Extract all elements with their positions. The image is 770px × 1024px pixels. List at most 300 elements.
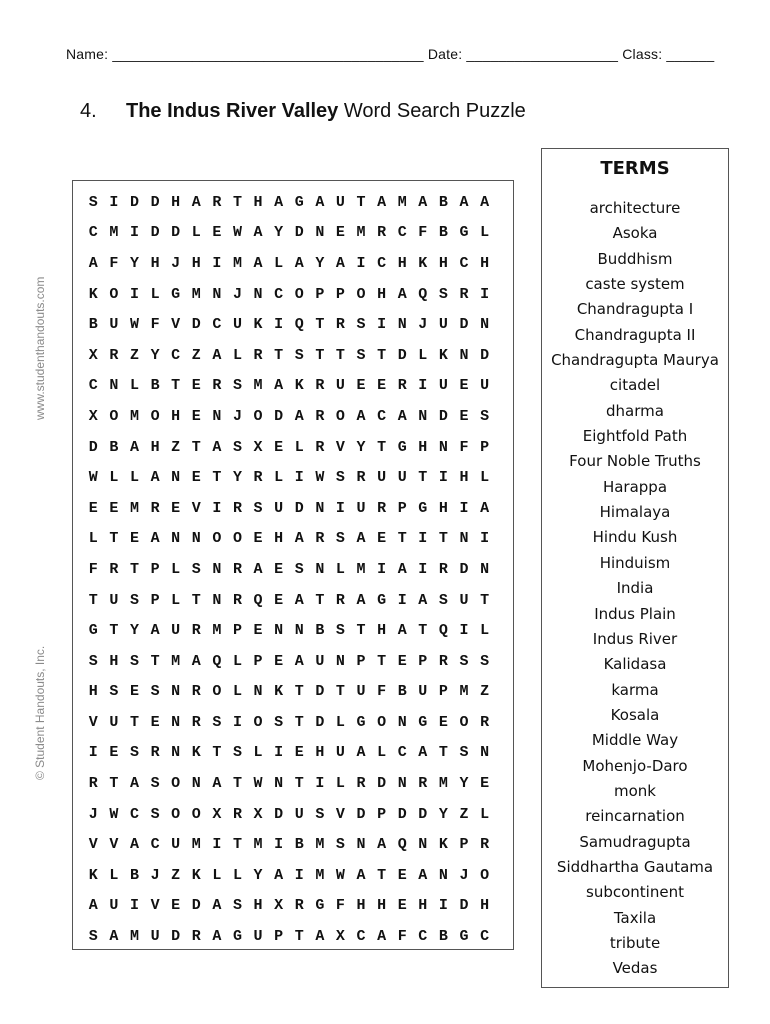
grid-letter[interactable]: I bbox=[480, 530, 490, 548]
grid-letter[interactable]: L bbox=[335, 775, 345, 793]
grid-letter[interactable]: A bbox=[418, 866, 428, 884]
grid-letter[interactable]: Y bbox=[232, 469, 242, 487]
grid-letter[interactable]: N bbox=[171, 713, 181, 731]
grid-letter[interactable]: F bbox=[397, 928, 407, 946]
grid-letter[interactable]: U bbox=[274, 499, 284, 517]
grid-letter[interactable]: A bbox=[150, 530, 160, 548]
grid-letter[interactable]: D bbox=[150, 224, 160, 242]
grid-letter[interactable]: C bbox=[397, 744, 407, 762]
grid-letter[interactable]: E bbox=[129, 683, 139, 701]
grid-letter[interactable]: R bbox=[109, 346, 119, 364]
grid-letter[interactable]: D bbox=[150, 193, 160, 211]
grid-letter[interactable]: H bbox=[377, 622, 387, 640]
grid-letter[interactable]: Y bbox=[356, 438, 366, 456]
grid-letter[interactable]: E bbox=[438, 713, 448, 731]
grid-letter[interactable]: A bbox=[356, 866, 366, 884]
grid-letter[interactable]: A bbox=[356, 591, 366, 609]
grid-letter[interactable]: T bbox=[480, 591, 490, 609]
grid-letter[interactable]: R bbox=[253, 469, 263, 487]
grid-letter[interactable]: N bbox=[315, 499, 325, 517]
grid-letter[interactable]: A bbox=[480, 499, 490, 517]
grid-letter[interactable]: A bbox=[294, 530, 304, 548]
grid-letter[interactable]: N bbox=[480, 560, 490, 578]
grid-letter[interactable]: U bbox=[377, 469, 387, 487]
grid-letter[interactable]: A bbox=[129, 438, 139, 456]
grid-letter[interactable]: S bbox=[335, 469, 345, 487]
grid-letter[interactable]: N bbox=[274, 775, 284, 793]
grid-letter[interactable]: R bbox=[232, 499, 242, 517]
grid-letter[interactable]: A bbox=[397, 622, 407, 640]
grid-letter[interactable]: P bbox=[150, 560, 160, 578]
grid-letter[interactable]: L bbox=[418, 346, 428, 364]
grid-letter[interactable]: B bbox=[129, 866, 139, 884]
grid-letter[interactable]: R bbox=[212, 193, 222, 211]
grid-letter[interactable]: I bbox=[438, 897, 448, 915]
grid-letter[interactable]: G bbox=[418, 499, 428, 517]
grid-letter[interactable]: Q bbox=[438, 622, 448, 640]
grid-letter[interactable]: H bbox=[150, 254, 160, 272]
grid-letter[interactable]: G bbox=[459, 928, 469, 946]
grid-letter[interactable]: N bbox=[356, 836, 366, 854]
grid-letter[interactable]: M bbox=[397, 193, 407, 211]
grid-letter[interactable]: D bbox=[377, 775, 387, 793]
grid-letter[interactable]: E bbox=[171, 897, 181, 915]
grid-letter[interactable]: N bbox=[253, 285, 263, 303]
grid-letter[interactable]: W bbox=[335, 866, 345, 884]
grid-letter[interactable]: S bbox=[129, 744, 139, 762]
grid-letter[interactable]: I bbox=[88, 744, 98, 762]
grid-letter[interactable]: R bbox=[315, 377, 325, 395]
grid-letter[interactable]: D bbox=[459, 560, 469, 578]
grid-letter[interactable]: H bbox=[438, 254, 448, 272]
grid-letter[interactable]: O bbox=[253, 713, 263, 731]
grid-letter[interactable]: H bbox=[171, 407, 181, 425]
grid-letter[interactable]: U bbox=[109, 713, 119, 731]
grid-letter[interactable]: L bbox=[274, 469, 284, 487]
grid-letter[interactable]: A bbox=[377, 928, 387, 946]
grid-letter[interactable]: C bbox=[212, 316, 222, 334]
grid-letter[interactable]: Q bbox=[397, 836, 407, 854]
grid-letter[interactable]: B bbox=[438, 224, 448, 242]
grid-letter[interactable]: I bbox=[129, 224, 139, 242]
grid-letter[interactable]: E bbox=[377, 377, 387, 395]
grid-letter[interactable]: E bbox=[88, 499, 98, 517]
grid-letter[interactable]: R bbox=[459, 285, 469, 303]
grid-letter[interactable]: W bbox=[129, 316, 139, 334]
grid-letter[interactable]: Y bbox=[150, 346, 160, 364]
grid-letter[interactable]: M bbox=[356, 224, 366, 242]
grid-letter[interactable]: A bbox=[356, 744, 366, 762]
grid-letter[interactable]: M bbox=[129, 407, 139, 425]
grid-letter[interactable]: J bbox=[232, 407, 242, 425]
grid-letter[interactable]: S bbox=[315, 805, 325, 823]
grid-letter[interactable]: M bbox=[129, 928, 139, 946]
grid-letter[interactable]: O bbox=[356, 285, 366, 303]
grid-letter[interactable]: K bbox=[274, 683, 284, 701]
grid-letter[interactable]: C bbox=[129, 805, 139, 823]
grid-letter[interactable]: H bbox=[88, 683, 98, 701]
grid-letter[interactable]: R bbox=[191, 622, 201, 640]
grid-letter[interactable]: A bbox=[212, 438, 222, 456]
grid-letter[interactable]: S bbox=[459, 652, 469, 670]
grid-letter[interactable]: V bbox=[150, 897, 160, 915]
grid-letter[interactable]: V bbox=[335, 805, 345, 823]
grid-letter[interactable]: L bbox=[150, 285, 160, 303]
grid-letter[interactable]: T bbox=[171, 377, 181, 395]
grid-letter[interactable]: G bbox=[294, 193, 304, 211]
grid-letter[interactable]: B bbox=[88, 316, 98, 334]
grid-letter[interactable]: T bbox=[438, 530, 448, 548]
grid-letter[interactable]: B bbox=[438, 193, 448, 211]
grid-letter[interactable]: O bbox=[212, 530, 222, 548]
grid-letter[interactable]: I bbox=[418, 530, 428, 548]
grid-letter[interactable]: E bbox=[459, 407, 469, 425]
grid-letter[interactable]: O bbox=[171, 775, 181, 793]
grid-letter[interactable]: M bbox=[212, 622, 222, 640]
grid-letter[interactable]: N bbox=[171, 744, 181, 762]
grid-letter[interactable]: T bbox=[335, 346, 345, 364]
grid-letter[interactable]: A bbox=[418, 193, 428, 211]
grid-letter[interactable]: K bbox=[418, 254, 428, 272]
grid-letter[interactable]: N bbox=[212, 407, 222, 425]
grid-letter[interactable]: C bbox=[150, 836, 160, 854]
grid-letter[interactable]: K bbox=[88, 866, 98, 884]
grid-letter[interactable]: G bbox=[418, 713, 428, 731]
grid-letter[interactable]: J bbox=[150, 866, 160, 884]
grid-letter[interactable]: I bbox=[397, 591, 407, 609]
grid-letter[interactable]: X bbox=[335, 928, 345, 946]
grid-letter[interactable]: V bbox=[335, 438, 345, 456]
grid-letter[interactable]: R bbox=[212, 377, 222, 395]
grid-letter[interactable]: C bbox=[377, 254, 387, 272]
grid-letter[interactable]: A bbox=[315, 928, 325, 946]
grid-letter[interactable]: M bbox=[459, 683, 469, 701]
grid-letter[interactable]: A bbox=[397, 407, 407, 425]
grid-letter[interactable]: S bbox=[88, 193, 98, 211]
grid-letter[interactable]: I bbox=[129, 897, 139, 915]
grid-letter[interactable]: G bbox=[356, 713, 366, 731]
grid-letter[interactable]: T bbox=[191, 591, 201, 609]
grid-letter[interactable]: N bbox=[171, 469, 181, 487]
grid-letter[interactable]: U bbox=[150, 928, 160, 946]
grid-letter[interactable]: E bbox=[150, 713, 160, 731]
grid-letter[interactable]: A bbox=[150, 469, 160, 487]
grid-letter[interactable]: Y bbox=[438, 805, 448, 823]
grid-letter[interactable]: X bbox=[274, 897, 284, 915]
grid-letter[interactable]: P bbox=[315, 285, 325, 303]
grid-letter[interactable]: N bbox=[191, 530, 201, 548]
grid-letter[interactable]: X bbox=[212, 805, 222, 823]
grid-letter[interactable]: I bbox=[274, 836, 284, 854]
grid-letter[interactable]: R bbox=[232, 560, 242, 578]
grid-letter[interactable]: S bbox=[480, 652, 490, 670]
grid-letter[interactable]: N bbox=[438, 866, 448, 884]
grid-letter[interactable]: L bbox=[129, 377, 139, 395]
grid-letter[interactable]: H bbox=[109, 652, 119, 670]
grid-letter[interactable]: R bbox=[191, 713, 201, 731]
grid-letter[interactable]: S bbox=[150, 775, 160, 793]
grid-letter[interactable]: T bbox=[232, 775, 242, 793]
grid-letter[interactable]: D bbox=[315, 713, 325, 731]
grid-letter[interactable]: A bbox=[212, 346, 222, 364]
grid-letter[interactable]: C bbox=[88, 377, 98, 395]
grid-letter[interactable]: U bbox=[171, 836, 181, 854]
grid-letter[interactable]: A bbox=[253, 254, 263, 272]
grid-letter[interactable]: I bbox=[480, 285, 490, 303]
grid-letter[interactable]: H bbox=[356, 897, 366, 915]
grid-letter[interactable]: T bbox=[150, 652, 160, 670]
grid-letter[interactable]: M bbox=[129, 499, 139, 517]
grid-letter[interactable]: R bbox=[356, 775, 366, 793]
grid-letter[interactable]: Z bbox=[480, 683, 490, 701]
grid-letter[interactable]: O bbox=[253, 407, 263, 425]
grid-letter[interactable]: M bbox=[191, 836, 201, 854]
grid-letter[interactable]: I bbox=[294, 469, 304, 487]
grid-letter[interactable]: H bbox=[438, 499, 448, 517]
grid-letter[interactable]: P bbox=[150, 591, 160, 609]
grid-letter[interactable]: N bbox=[438, 438, 448, 456]
grid-letter[interactable]: A bbox=[88, 254, 98, 272]
grid-letter[interactable]: U bbox=[356, 683, 366, 701]
grid-letter[interactable]: A bbox=[191, 652, 201, 670]
grid-letter[interactable]: U bbox=[438, 316, 448, 334]
grid-letter[interactable]: N bbox=[171, 530, 181, 548]
grid-letter[interactable]: D bbox=[171, 928, 181, 946]
grid-letter[interactable]: L bbox=[480, 469, 490, 487]
grid-letter[interactable]: F bbox=[88, 560, 98, 578]
grid-letter[interactable]: N bbox=[418, 836, 428, 854]
grid-letter[interactable]: T bbox=[212, 744, 222, 762]
grid-letter[interactable]: A bbox=[274, 866, 284, 884]
grid-letter[interactable]: R bbox=[418, 775, 428, 793]
grid-letter[interactable]: T bbox=[212, 469, 222, 487]
grid-letter[interactable]: K bbox=[253, 316, 263, 334]
grid-letter[interactable]: N bbox=[397, 713, 407, 731]
grid-letter[interactable]: E bbox=[294, 744, 304, 762]
grid-letter[interactable]: Y bbox=[459, 775, 469, 793]
grid-letter[interactable]: U bbox=[109, 316, 119, 334]
grid-letter[interactable]: O bbox=[150, 407, 160, 425]
grid-letter[interactable]: I bbox=[274, 744, 284, 762]
grid-letter[interactable]: G bbox=[315, 897, 325, 915]
grid-letter[interactable]: X bbox=[88, 407, 98, 425]
grid-letter[interactable]: G bbox=[171, 285, 181, 303]
grid-letter[interactable]: U bbox=[335, 193, 345, 211]
grid-letter[interactable]: E bbox=[253, 530, 263, 548]
grid-letter[interactable]: A bbox=[212, 928, 222, 946]
grid-letter[interactable]: C bbox=[171, 346, 181, 364]
grid-letter[interactable]: A bbox=[480, 193, 490, 211]
grid-letter[interactable]: E bbox=[274, 652, 284, 670]
grid-letter[interactable]: C bbox=[418, 928, 428, 946]
grid-letter[interactable]: G bbox=[397, 438, 407, 456]
grid-letter[interactable]: A bbox=[109, 928, 119, 946]
grid-letter[interactable]: A bbox=[397, 560, 407, 578]
grid-letter[interactable]: N bbox=[480, 316, 490, 334]
grid-letter[interactable]: U bbox=[109, 591, 119, 609]
grid-letter[interactable]: L bbox=[129, 469, 139, 487]
grid-letter[interactable]: Q bbox=[212, 652, 222, 670]
grid-letter[interactable]: G bbox=[88, 622, 98, 640]
grid-letter[interactable]: M bbox=[315, 836, 325, 854]
grid-letter[interactable]: D bbox=[294, 224, 304, 242]
grid-letter[interactable]: F bbox=[418, 224, 428, 242]
grid-letter[interactable]: S bbox=[356, 316, 366, 334]
grid-letter[interactable]: L bbox=[171, 591, 181, 609]
grid-letter[interactable]: S bbox=[438, 285, 448, 303]
grid-letter[interactable]: X bbox=[253, 805, 263, 823]
grid-letter[interactable]: O bbox=[294, 285, 304, 303]
grid-letter[interactable]: R bbox=[438, 652, 448, 670]
grid-letter[interactable]: C bbox=[377, 407, 387, 425]
grid-letter[interactable]: A bbox=[274, 193, 284, 211]
grid-letter[interactable]: O bbox=[480, 866, 490, 884]
grid-letter[interactable]: I bbox=[232, 713, 242, 731]
grid-letter[interactable]: N bbox=[274, 622, 284, 640]
grid-letter[interactable]: A bbox=[191, 193, 201, 211]
grid-letter[interactable]: L bbox=[109, 469, 119, 487]
grid-letter[interactable]: P bbox=[253, 652, 263, 670]
grid-letter[interactable]: P bbox=[480, 438, 490, 456]
grid-letter[interactable]: C bbox=[459, 254, 469, 272]
grid-letter[interactable]: L bbox=[88, 530, 98, 548]
grid-letter[interactable]: A bbox=[129, 775, 139, 793]
grid-letter[interactable]: N bbox=[418, 407, 428, 425]
grid-letter[interactable]: I bbox=[274, 316, 284, 334]
grid-letter[interactable]: H bbox=[274, 530, 284, 548]
grid-letter[interactable]: O bbox=[335, 407, 345, 425]
grid-letter[interactable]: K bbox=[438, 346, 448, 364]
grid-letter[interactable]: R bbox=[232, 805, 242, 823]
grid-letter[interactable]: U bbox=[480, 377, 490, 395]
grid-letter[interactable]: R bbox=[294, 897, 304, 915]
grid-letter[interactable]: M bbox=[253, 836, 263, 854]
grid-letter[interactable]: K bbox=[191, 744, 201, 762]
grid-letter[interactable]: U bbox=[335, 377, 345, 395]
grid-letter[interactable]: J bbox=[88, 805, 98, 823]
grid-letter[interactable]: T bbox=[377, 438, 387, 456]
grid-letter[interactable]: R bbox=[315, 407, 325, 425]
grid-letter[interactable]: O bbox=[232, 530, 242, 548]
grid-letter[interactable]: P bbox=[397, 499, 407, 517]
grid-letter[interactable]: A bbox=[294, 254, 304, 272]
grid-letter[interactable]: S bbox=[150, 683, 160, 701]
grid-letter[interactable]: N bbox=[459, 530, 469, 548]
grid-letter[interactable]: E bbox=[377, 530, 387, 548]
grid-letter[interactable]: P bbox=[438, 683, 448, 701]
grid-letter[interactable]: J bbox=[418, 316, 428, 334]
grid-letter[interactable]: Z bbox=[129, 346, 139, 364]
grid-letter[interactable]: E bbox=[397, 866, 407, 884]
grid-letter[interactable]: H bbox=[377, 285, 387, 303]
grid-letter[interactable]: L bbox=[171, 560, 181, 578]
grid-letter[interactable]: T bbox=[88, 591, 98, 609]
grid-letter[interactable]: T bbox=[315, 591, 325, 609]
grid-letter[interactable]: I bbox=[335, 499, 345, 517]
grid-letter[interactable]: O bbox=[171, 805, 181, 823]
grid-letter[interactable]: S bbox=[129, 652, 139, 670]
grid-letter[interactable]: A bbox=[335, 254, 345, 272]
grid-letter[interactable]: W bbox=[88, 469, 98, 487]
grid-letter[interactable]: D bbox=[438, 407, 448, 425]
grid-letter[interactable]: T bbox=[377, 346, 387, 364]
grid-letter[interactable]: I bbox=[377, 560, 387, 578]
grid-letter[interactable]: Y bbox=[274, 224, 284, 242]
grid-letter[interactable]: D bbox=[315, 683, 325, 701]
grid-letter[interactable]: P bbox=[274, 928, 284, 946]
grid-letter[interactable]: H bbox=[480, 897, 490, 915]
grid-letter[interactable]: P bbox=[232, 622, 242, 640]
grid-letter[interactable]: A bbox=[212, 775, 222, 793]
grid-letter[interactable]: W bbox=[315, 469, 325, 487]
grid-letter[interactable]: S bbox=[129, 591, 139, 609]
grid-letter[interactable]: A bbox=[377, 836, 387, 854]
grid-letter[interactable]: U bbox=[109, 897, 119, 915]
grid-letter[interactable]: E bbox=[274, 438, 284, 456]
grid-letter[interactable]: R bbox=[335, 591, 345, 609]
grid-letter[interactable]: L bbox=[480, 805, 490, 823]
grid-letter[interactable]: F bbox=[335, 897, 345, 915]
grid-letter[interactable]: E bbox=[459, 377, 469, 395]
grid-letter[interactable]: R bbox=[315, 530, 325, 548]
grid-letter[interactable]: T bbox=[356, 193, 366, 211]
grid-letter[interactable]: G bbox=[459, 224, 469, 242]
grid-letter[interactable]: A bbox=[356, 407, 366, 425]
grid-letter[interactable]: V bbox=[88, 713, 98, 731]
grid-letter[interactable]: T bbox=[418, 622, 428, 640]
grid-letter[interactable]: D bbox=[397, 346, 407, 364]
grid-letter[interactable]: S bbox=[253, 499, 263, 517]
grid-letter[interactable]: R bbox=[438, 560, 448, 578]
grid-letter[interactable]: S bbox=[212, 713, 222, 731]
grid-letter[interactable]: F bbox=[459, 438, 469, 456]
grid-letter[interactable]: R bbox=[377, 224, 387, 242]
grid-letter[interactable]: H bbox=[377, 897, 387, 915]
grid-letter[interactable]: E bbox=[109, 744, 119, 762]
grid-letter[interactable]: E bbox=[480, 775, 490, 793]
grid-letter[interactable]: L bbox=[253, 744, 263, 762]
grid-letter[interactable]: R bbox=[397, 377, 407, 395]
grid-letter[interactable]: N bbox=[480, 744, 490, 762]
grid-letter[interactable]: D bbox=[356, 805, 366, 823]
grid-letter[interactable]: C bbox=[397, 224, 407, 242]
grid-letter[interactable]: L bbox=[480, 224, 490, 242]
grid-letter[interactable]: W bbox=[109, 805, 119, 823]
grid-letter[interactable]: E bbox=[335, 224, 345, 242]
grid-letter[interactable]: D bbox=[459, 897, 469, 915]
grid-letter[interactable]: M bbox=[191, 285, 201, 303]
grid-letter[interactable]: B bbox=[150, 377, 160, 395]
grid-letter[interactable]: L bbox=[335, 560, 345, 578]
grid-letter[interactable]: T bbox=[438, 744, 448, 762]
grid-letter[interactable]: I bbox=[418, 560, 428, 578]
grid-letter[interactable]: B bbox=[294, 836, 304, 854]
grid-letter[interactable]: L bbox=[109, 866, 119, 884]
grid-letter[interactable]: N bbox=[253, 683, 263, 701]
grid-letter[interactable]: L bbox=[232, 346, 242, 364]
grid-letter[interactable]: E bbox=[274, 591, 284, 609]
grid-letter[interactable]: V bbox=[171, 316, 181, 334]
grid-letter[interactable]: I bbox=[459, 499, 469, 517]
grid-letter[interactable]: H bbox=[315, 744, 325, 762]
grid-letter[interactable]: D bbox=[171, 224, 181, 242]
grid-letter[interactable]: T bbox=[294, 683, 304, 701]
grid-letter[interactable]: G bbox=[377, 591, 387, 609]
grid-letter[interactable]: S bbox=[294, 560, 304, 578]
grid-letter[interactable]: S bbox=[335, 836, 345, 854]
grid-letter[interactable]: H bbox=[150, 438, 160, 456]
grid-letter[interactable]: D bbox=[88, 438, 98, 456]
